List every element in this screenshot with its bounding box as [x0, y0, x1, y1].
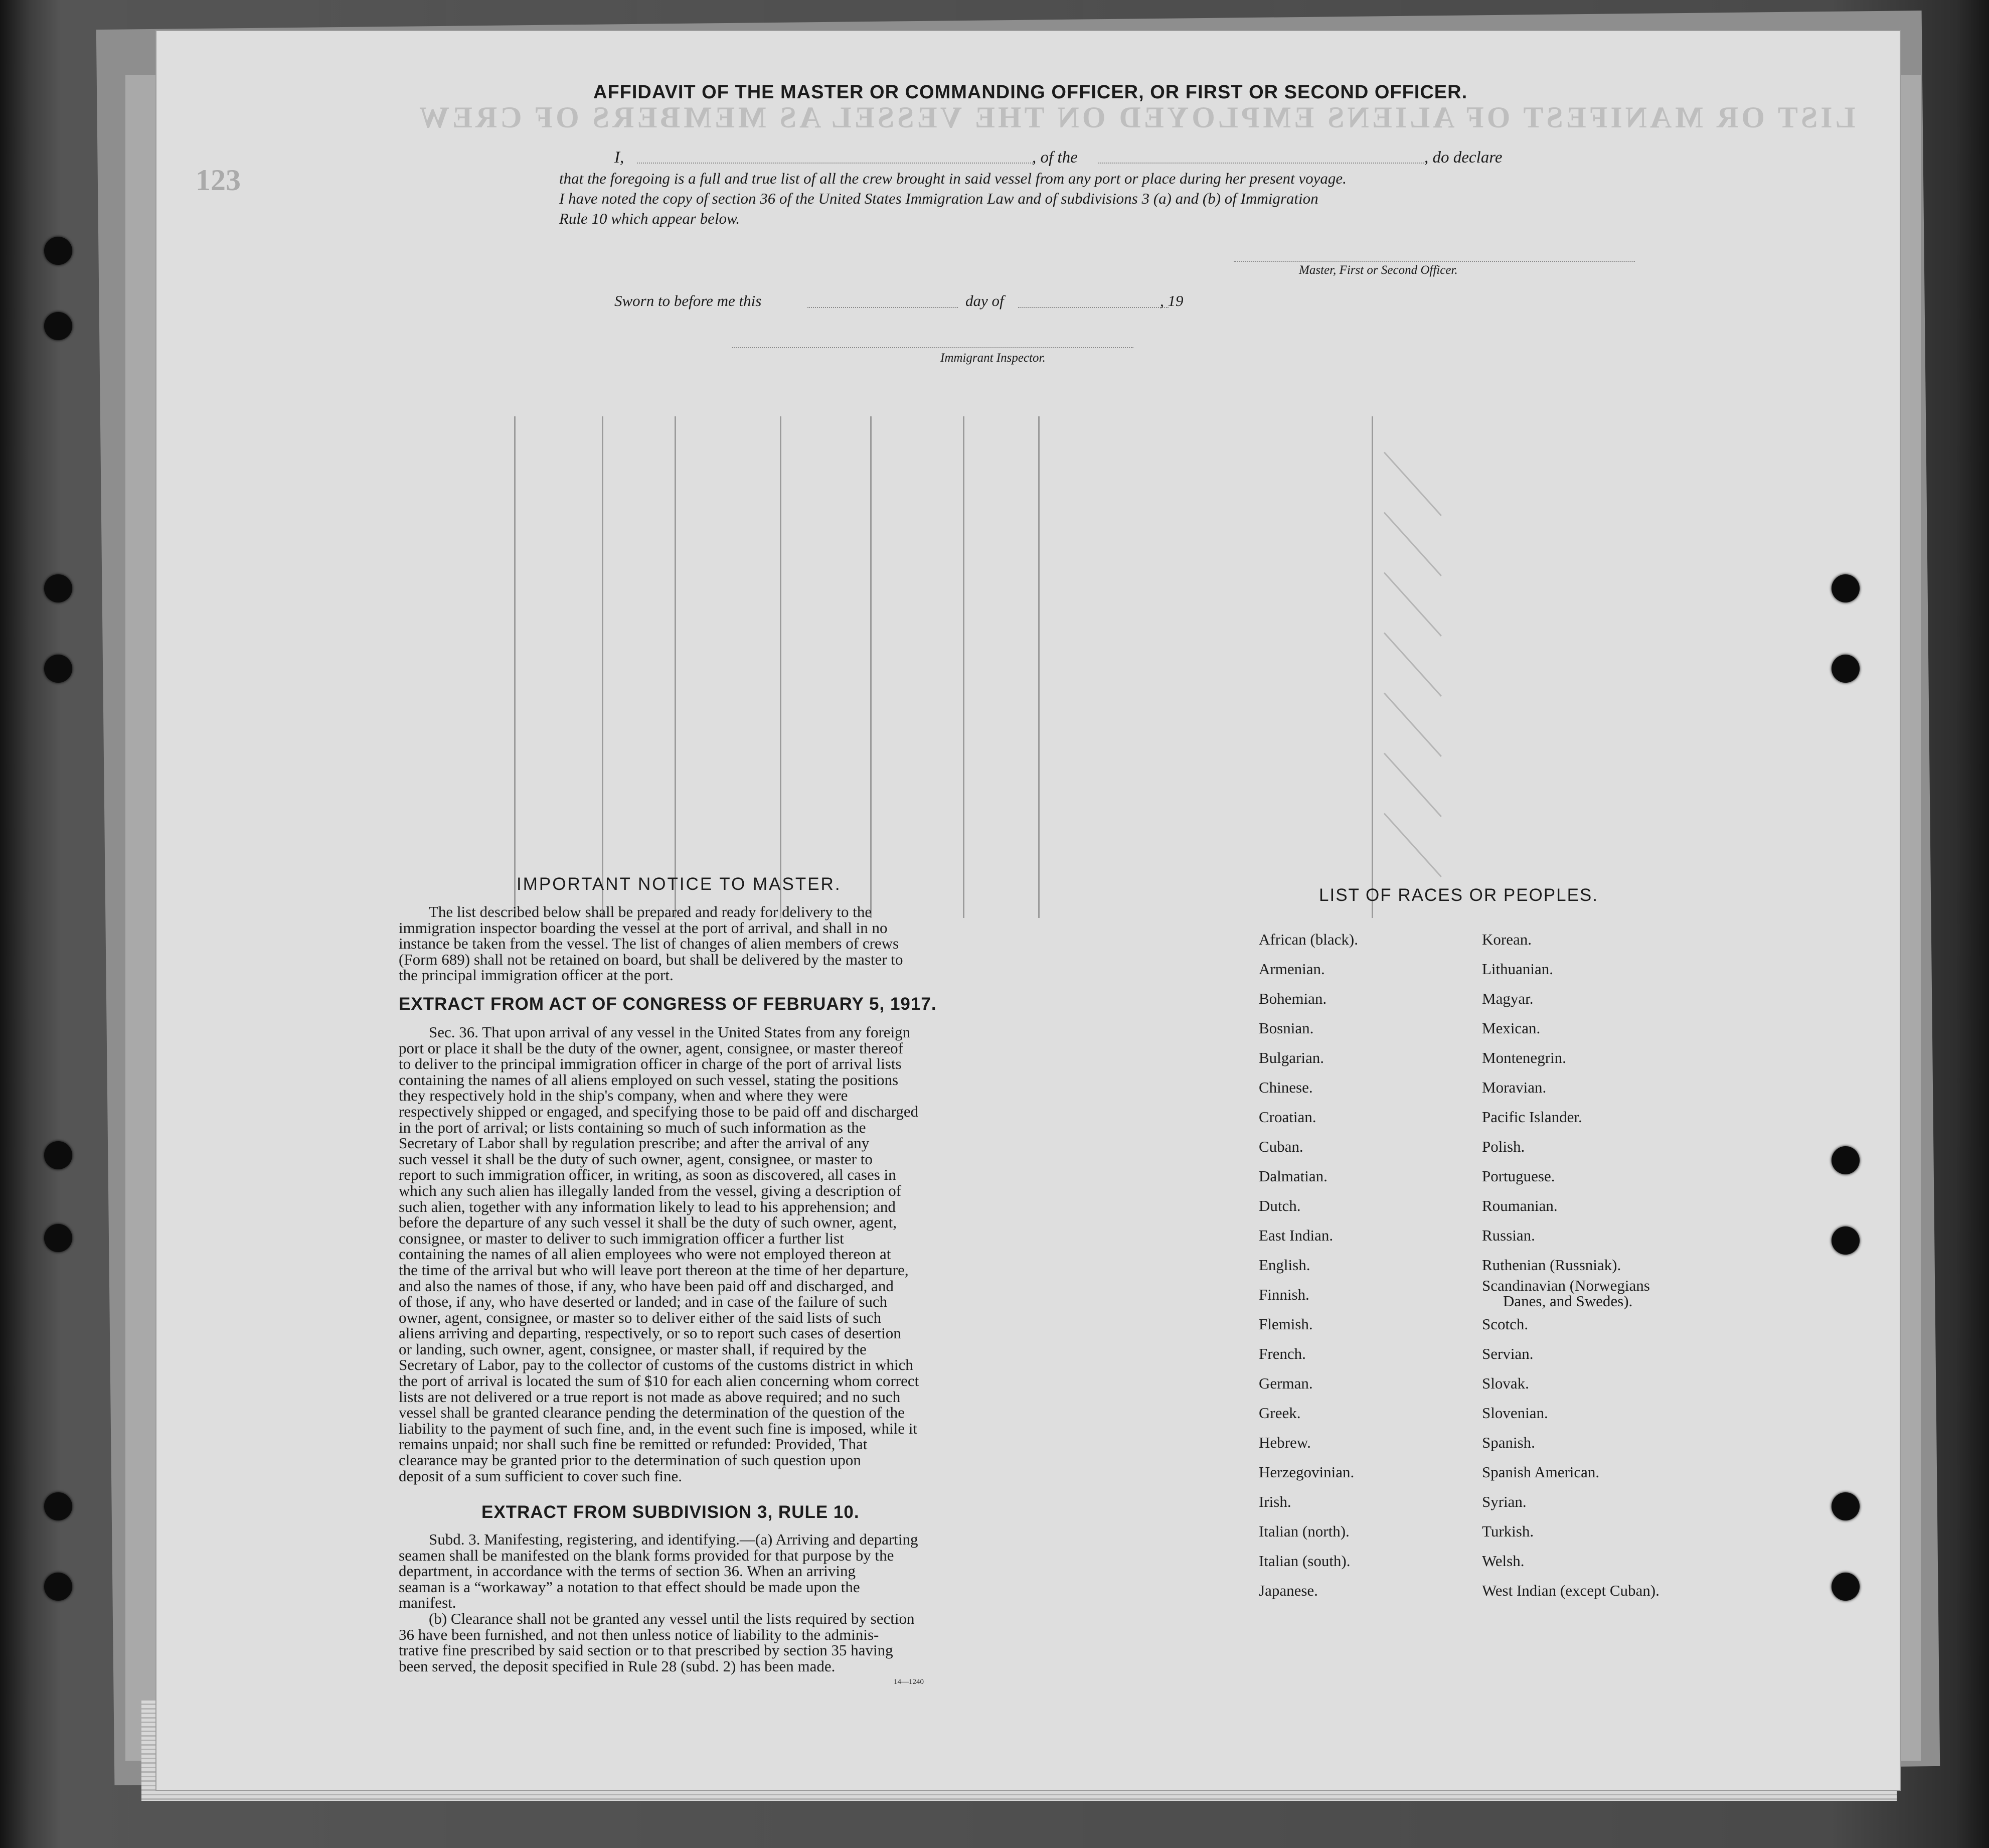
- punch-hole: [1832, 1146, 1860, 1174]
- column-rule: [602, 416, 603, 918]
- column-rule: [963, 416, 964, 918]
- notice-line: the principal immigration officer at the port.: [399, 966, 674, 984]
- race-item: Hebrew.: [1259, 1434, 1311, 1451]
- notice-line: The list described below shall be prepared and ready for delivery to the: [429, 903, 872, 920]
- race-item: Italian (south).: [1259, 1552, 1351, 1570]
- punch-hole: [44, 1492, 72, 1520]
- affidavit-line-3: I have noted the copy of section 36 of the United States Immigration Law and of subdivisions 3 (a) and (b) of Immigration: [559, 190, 1318, 207]
- race-item: Slovenian.: [1482, 1404, 1548, 1422]
- extract-act-heading: EXTRACT FROM ACT OF CONGRESS OF FEBRUARY 5, 1917.: [399, 994, 937, 1014]
- race-item: Pacific Islander.: [1482, 1108, 1582, 1126]
- rule-line: trative fine prescribed by said section or to that prescribed by section 35 having: [399, 1641, 893, 1659]
- race-item: Welsh.: [1482, 1552, 1525, 1570]
- race-item: Montenegrin.: [1482, 1049, 1566, 1066]
- notice-text: [399, 904, 985, 983]
- rule-line: department, in accordance with the terms of section 36. When an arriving: [399, 1562, 856, 1580]
- punch-hole: [44, 655, 72, 683]
- act-line: of those, if any, who have deserted or landed; and in case of the failure of such: [399, 1293, 888, 1311]
- notice-line: (Form 689) shall not be retained on board, but shall be delivered by the master to: [399, 950, 903, 968]
- extract-rule-text: [399, 1531, 985, 1674]
- race-item: Spanish.: [1482, 1434, 1535, 1451]
- rule-line: manifest.: [399, 1594, 456, 1612]
- race-item: Polish.: [1482, 1138, 1525, 1155]
- affidavit-line-4: Rule 10 which appear below.: [559, 210, 740, 227]
- act-line: lists are not delivered or a true report is not made as above required; and no such: [399, 1388, 901, 1406]
- race-item: Japanese.: [1259, 1582, 1318, 1599]
- race-item: Syrian.: [1482, 1493, 1527, 1510]
- act-line: to deliver to the principal immigration officer in charge of the port of arrival lists: [399, 1055, 902, 1073]
- races-heading: LIST OF RACES OR PEOPLES.: [1319, 885, 1599, 905]
- punch-hole: [44, 1141, 72, 1169]
- act-line: the port of arrival is located the sum of $10 for each alien concerning whom correct: [399, 1372, 919, 1390]
- rule-line: Subd. 3. Manifesting, registering, and identifying.—(a) Arriving and departing: [429, 1530, 918, 1548]
- race-item: Finnish.: [1259, 1286, 1309, 1303]
- act-line: Secretary of Labor, pay to the collector of customs of the customs district in which: [399, 1356, 913, 1374]
- race-item: Croatian.: [1259, 1108, 1316, 1126]
- affidavit-of-the: , of the: [1032, 148, 1078, 167]
- act-line: remains unpaid; nor shall such fine be remitted or refunded: Provided, That: [399, 1435, 868, 1453]
- act-line: Secretary of Labor shall by regulation prescribe; and after the arrival of any: [399, 1134, 870, 1152]
- act-line: respectively shipped or engaged, and specifying those to be paid off and discharged: [399, 1102, 919, 1120]
- column-rule: [675, 416, 676, 918]
- affidavit-i: I,: [614, 148, 624, 167]
- notice-line: instance be taken from the vessel. The list of changes of alien members of crews: [399, 935, 899, 953]
- race-item: Turkish.: [1482, 1522, 1534, 1540]
- act-line: such vessel it shall be the duty of such owner, agent, consignee, or master to: [399, 1150, 873, 1168]
- race-item: Flemish.: [1259, 1315, 1313, 1333]
- form-number: 14—1240: [894, 1678, 924, 1686]
- act-line: port or place it shall be the duty of the owner, agent, consignee, or master thereof: [399, 1039, 903, 1057]
- race-item: Servian.: [1482, 1345, 1534, 1362]
- day-of-label: day of: [965, 292, 1004, 310]
- inspector-caption: Immigrant Inspector.: [940, 351, 1046, 365]
- race-item: Scotch.: [1482, 1315, 1529, 1333]
- act-line: vessel shall be granted clearance pending the determination of the question of the: [399, 1404, 905, 1422]
- race-item: Magyar.: [1482, 990, 1534, 1007]
- hatch-mark: [1384, 512, 1442, 576]
- column-rule: [1372, 416, 1373, 918]
- race-item: West Indian (except Cuban).: [1482, 1582, 1660, 1599]
- year-label: , 19: [1160, 292, 1184, 310]
- race-item: Danes, and Swedes).: [1503, 1292, 1633, 1310]
- race-item: East Indian.: [1259, 1226, 1334, 1244]
- race-item: Slovak.: [1482, 1374, 1529, 1392]
- act-line: aliens arriving and departing, respectively, or so to report such cases of desertion: [399, 1324, 901, 1342]
- race-item: Irish.: [1259, 1493, 1291, 1510]
- punch-hole: [44, 574, 72, 602]
- rule-line: seaman is a “workaway” a notation to that effect should be made upon the: [399, 1578, 860, 1596]
- hatch-mark: [1384, 451, 1442, 516]
- punch-hole: [1832, 574, 1860, 602]
- notice-heading: IMPORTANT NOTICE TO MASTER.: [517, 874, 842, 894]
- name-blank: [637, 163, 1033, 164]
- hatch-mark: [1384, 572, 1442, 636]
- document-page: [155, 30, 1901, 1791]
- race-item: Lithuanian.: [1482, 960, 1554, 978]
- act-line: Sec. 36. That upon arrival of any vessel in the United States from any foreign: [429, 1023, 911, 1041]
- race-item: Dutch.: [1259, 1197, 1301, 1214]
- master-signature-caption: Master, First or Second Officer.: [1299, 263, 1458, 277]
- rule-line: been served, the deposit specified in Rule 28 (subd. 2) has been made.: [399, 1657, 836, 1675]
- act-line: such alien, together with any information likely to lead to his apprehension; and: [399, 1197, 896, 1215]
- punch-hole: [44, 312, 72, 340]
- punch-hole: [44, 1573, 72, 1601]
- month-blank: [1018, 307, 1169, 308]
- hatch-mark: [1384, 632, 1442, 696]
- race-item: German.: [1259, 1374, 1313, 1392]
- sworn-label: Sworn to before me this: [614, 292, 762, 310]
- act-line: deposit of a sum sufficient to cover such fine.: [399, 1467, 683, 1485]
- rule-line: seamen shall be manifested on the blank forms provided for that purpose by the: [399, 1546, 894, 1564]
- margin-number: 123: [196, 164, 241, 197]
- act-line: before the departure of any such vessel it shall be the duty of such owner, agent,: [399, 1213, 897, 1231]
- act-line: containing the names of all aliens employed on such vessel, stating the positions: [399, 1070, 899, 1089]
- race-item: Mexican.: [1482, 1019, 1541, 1037]
- race-item: Greek.: [1259, 1404, 1301, 1422]
- race-item: Spanish American.: [1482, 1463, 1600, 1481]
- race-item: African (black).: [1259, 931, 1358, 948]
- rule-line: (b) Clearance shall not be granted any vessel until the lists required by section: [429, 1609, 915, 1627]
- race-item: Portuguese.: [1482, 1167, 1555, 1185]
- race-item: Bosnian.: [1259, 1019, 1314, 1037]
- affidavit-declare: , do declare: [1424, 148, 1503, 167]
- column-rule: [514, 416, 516, 918]
- act-line: containing the names of all alien employees who were not employed thereon at: [399, 1245, 891, 1263]
- punch-hole: [1832, 1226, 1860, 1255]
- race-item: Armenian.: [1259, 960, 1325, 978]
- affidavit-heading: AFFIDAVIT OF THE MASTER OR COMMANDING OFFICER, OR FIRST OR SECOND OFFICER.: [593, 82, 1468, 103]
- act-line: the time of the arrival but who will leave port thereon at the time of her departure,: [399, 1261, 909, 1279]
- extract-act-text: [399, 1024, 985, 1484]
- rule-line: 36 have been furnished, and not then unless notice of liability to the adminis-: [399, 1625, 879, 1643]
- race-item: Italian (north).: [1259, 1522, 1350, 1540]
- race-item: Herzegovinian.: [1259, 1463, 1355, 1481]
- race-item: Moravian.: [1482, 1079, 1547, 1096]
- race-item: Chinese.: [1259, 1079, 1313, 1096]
- hatch-mark: [1384, 752, 1442, 817]
- act-line: owner, agent, consignee, or master so to deliver either of the said lists of such: [399, 1308, 882, 1326]
- race-item: Dalmatian.: [1259, 1167, 1328, 1185]
- punch-hole: [1832, 655, 1860, 683]
- act-line: consignee, or master to deliver to such immigration officer a further list: [399, 1229, 844, 1247]
- column-rule: [780, 416, 781, 918]
- race-item: Scandinavian (Norwegians: [1482, 1277, 1650, 1294]
- master-signature-blank: [1234, 261, 1635, 262]
- extract-rule-heading: EXTRACT FROM SUBDIVISION 3, RULE 10.: [481, 1502, 860, 1522]
- act-line: liability to the payment of such fine, and, in the event such fine is imposed, while it: [399, 1419, 917, 1437]
- act-line: which any such alien has illegally landed from the vessel, giving a description of: [399, 1181, 902, 1199]
- race-item: Roumanian.: [1482, 1197, 1558, 1214]
- column-rule: [1038, 416, 1040, 918]
- affidavit-line-2: that the foregoing is a full and true list of all the crew brought in said vessel from any port or place during her present voyage.: [559, 170, 1347, 187]
- race-item: Bulgarian.: [1259, 1049, 1324, 1066]
- race-item: Ruthenian (Russniak).: [1482, 1256, 1621, 1274]
- race-item: French.: [1259, 1345, 1306, 1362]
- column-rule: [870, 416, 872, 918]
- day-blank: [807, 307, 958, 308]
- act-line: in the port of arrival; or lists containing so much of such information as the: [399, 1118, 866, 1136]
- bleed-through-title: LIST OR MANIFEST OF ALIENS EMPLOYED ON THE VESSEL AS MEMBERS OF CREW: [416, 101, 1856, 134]
- punch-hole: [44, 237, 72, 265]
- race-item: Russian.: [1482, 1226, 1535, 1244]
- act-line: they respectively hold in the ship's company, when and where they were: [399, 1087, 848, 1105]
- punch-hole: [1832, 1573, 1860, 1601]
- act-line: and also the names of those, if any, who have been paid off and discharged, and: [399, 1277, 894, 1295]
- act-line: report to such immigration officer, in writing, as soon as discovered, all cases in: [399, 1166, 896, 1184]
- race-item: English.: [1259, 1256, 1310, 1274]
- hatch-mark: [1384, 813, 1442, 877]
- act-line: or landing, such owner, agent, consignee, or master shall, if required by the: [399, 1340, 867, 1358]
- hatch-mark: [1384, 692, 1442, 756]
- race-item: Korean.: [1482, 931, 1532, 948]
- race-item: Cuban.: [1259, 1138, 1303, 1155]
- notice-line: immigration inspector boarding the vessel at the port of arrival, and shall in no: [399, 918, 888, 937]
- act-line: clearance may be granted prior to the determination of such question upon: [399, 1451, 861, 1469]
- punch-hole: [1832, 1492, 1860, 1520]
- race-item: Bohemian.: [1259, 990, 1327, 1007]
- vessel-blank: [1098, 163, 1424, 164]
- punch-hole: [44, 1224, 72, 1252]
- inspector-signature-blank: [732, 347, 1133, 348]
